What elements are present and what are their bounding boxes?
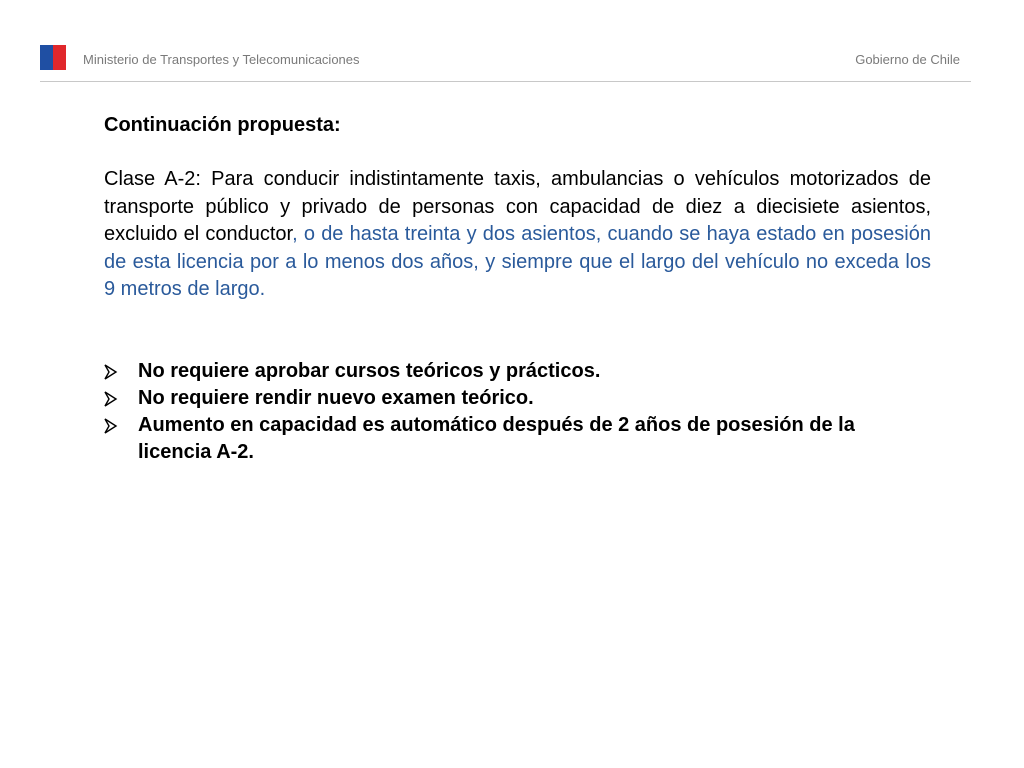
arrow-bullet-icon [104, 385, 124, 415]
bullet-list [104, 358, 931, 466]
logo-red-block [53, 45, 66, 70]
list-item [104, 358, 931, 385]
arrow-bullet-icon [104, 358, 124, 388]
chile-flag-logo-icon [40, 45, 66, 70]
government-name: Gobierno de Chile [855, 52, 960, 67]
bullet-text: No requiere aprobar cursos teóricos y prácticos. [138, 359, 601, 382]
paragraph-black-text: Clase A-2: Para conducir indistintamente taxis, ambulancias o vehículos motorizados de transporte público y privado de personas con capacidad de diez a diecisiete asientos, excluido el conductor [104, 168, 931, 245]
slide-content [104, 112, 931, 466]
list-item [104, 412, 931, 466]
arrow-bullet-icon [104, 412, 124, 442]
bullet-text: No requiere rendir nuevo examen teórico. [138, 386, 534, 409]
paragraph-blue-text: , o de hasta treinta y dos asientos, cuando se haya estado en posesión de esta licencia por a lo menos dos años, y siempre que el largo del vehículo no exceda los 9 metros de largo. [104, 223, 931, 300]
logo-blue-block [40, 45, 53, 70]
bullet-text: Aumento en capacidad es automático después de 2 años de posesión de la licencia A-2. [138, 413, 855, 463]
ministry-name: Ministerio de Transportes y Telecomunicaciones [83, 52, 360, 67]
slide-title: Continuación propuesta: [104, 114, 341, 136]
slide-header [40, 45, 971, 82]
proposal-paragraph [104, 166, 931, 304]
list-item [104, 385, 931, 412]
